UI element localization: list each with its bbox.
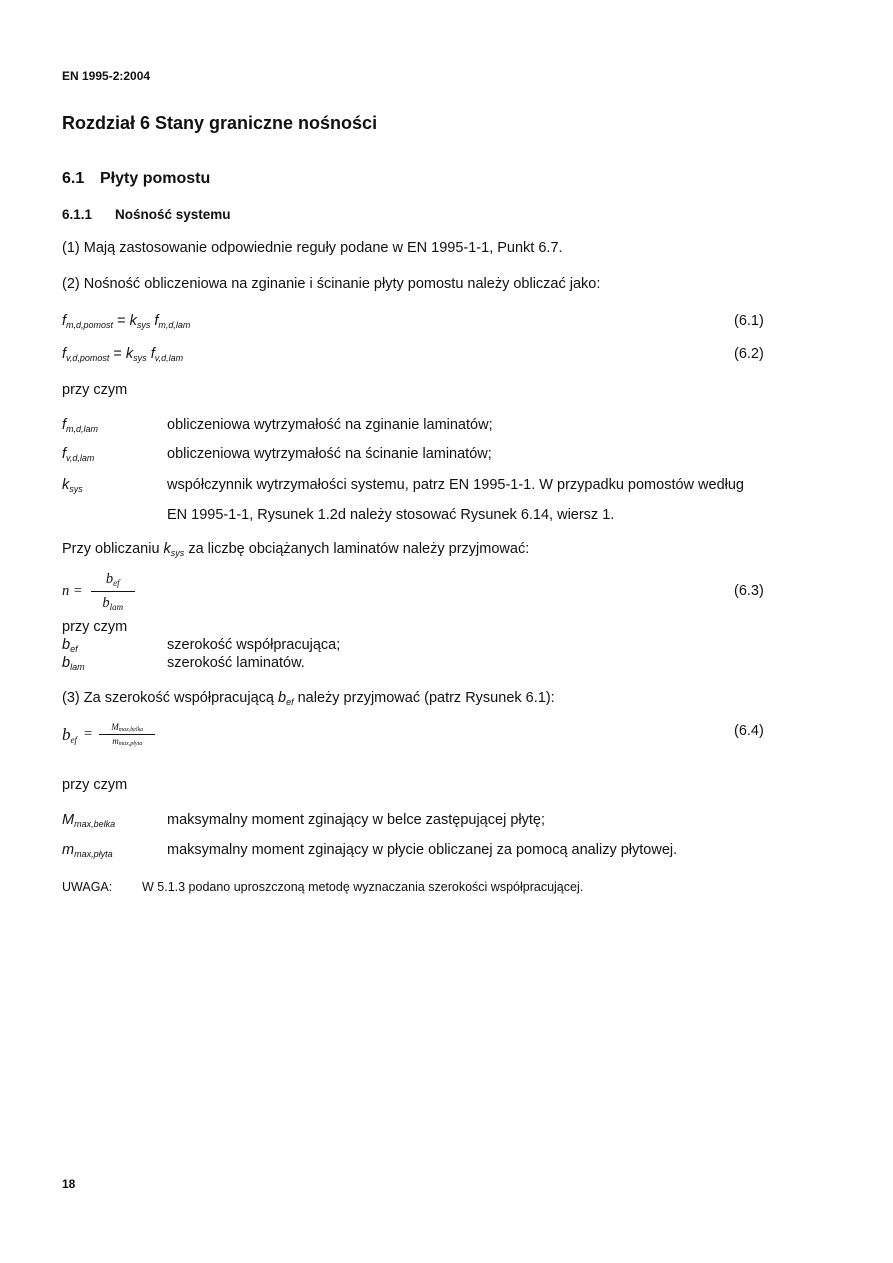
def-symbol-fvdlam: $f_{v,d,lam}$ xyxy=(62,446,95,463)
def-text-bef: szerokość współpracująca; xyxy=(167,637,341,653)
def-text-fmdlam: obliczeniowa wytrzymałość na zginanie laminatów; xyxy=(167,417,493,433)
equation-6-1: $f_{m,d,pomost} = k_{sys}$ $f_{m,d,lam}$ xyxy=(62,313,191,330)
subsection-title: Nośność systemu xyxy=(115,207,231,222)
def-symbol-mmaxplyta: $m_{max,płyta}$ xyxy=(62,842,113,859)
def-text-mmaxplyta: maksymalny moment zginający w płycie obliczanej za pomocą analizy płytowej. xyxy=(167,842,678,858)
def-symbol-ksys: $k_{sys}$ xyxy=(62,477,83,494)
equation-number-6-2: (6.2) xyxy=(734,346,764,362)
def-symbol-bef: $b_{ef}$ xyxy=(62,637,78,654)
note-text: W 5.1.3 podano uproszczoną metodę wyznaczania szerokości współpracującej. xyxy=(142,880,584,894)
fraction-bef: $\frac{M_{max,belka}}{m_{max,płyta}}$ xyxy=(99,722,155,747)
equation-number-6-3: (6.3) xyxy=(734,583,764,599)
section-heading xyxy=(62,170,210,188)
where-label-3: przy czym xyxy=(62,777,128,793)
fraction-n: $\frac{b_{ef}}{b_{lam}}$ xyxy=(91,571,135,612)
where-label-1: przy czym xyxy=(62,382,128,398)
equation-6-3: n = $\frac{b_{ef}}{b_{lam}}$ xyxy=(62,571,135,612)
def-symbol-fmdlam: $f_{m,d,lam}$ xyxy=(62,417,99,434)
paragraph-1: (1) Mają zastosowanie odpowiednie reguły podane w EN 1995-1-1, Punkt 6.7. xyxy=(62,240,563,256)
where-label-2: przy czym xyxy=(62,619,128,635)
subsection-number: 6.1.1 xyxy=(62,207,93,222)
section-title: Płyty pomostu xyxy=(100,170,211,187)
def-text-fvdlam: obliczeniowa wytrzymałość na ścinanie laminatów; xyxy=(167,446,492,462)
document-header: EN 1995-2:2004 xyxy=(62,69,151,83)
note xyxy=(62,880,583,894)
def-text-ksys-continued: EN 1995-1-1, Rysunek 1.2d należy stosować Rysunek 6.14, wiersz 1. xyxy=(167,507,615,523)
equation-number-6-1: (6.1) xyxy=(734,313,764,329)
chapter-title: Rozdział 6 Stany graniczne nośności xyxy=(62,113,378,133)
def-text-blam: szerokość laminatów. xyxy=(167,655,305,671)
subsection-heading xyxy=(62,207,231,222)
equation-number-6-4: (6.4) xyxy=(734,723,764,739)
ksys-intro: Przy obliczaniu $k_{sys}$ za liczbę obciążanych laminatów należy przyjmować: xyxy=(62,541,530,558)
equation-6-2: $f_{v,d,pomost} = k_{sys}$ $f_{v,d,lam}$ xyxy=(62,346,184,363)
def-text-ksys: współczynnik wytrzymałości systemu, patrz EN 1995-1-1. W przypadku pomostów według xyxy=(167,477,744,493)
note-label: UWAGA: xyxy=(62,880,113,894)
paragraph-3: (3) Za szerokość współpracującą $b_{ef}$ należy przyjmować (patrz Rysunek 6.1): xyxy=(62,690,555,707)
equation-6-4: $b_{ef}$ = $\frac{M_{max,belka}}{m_{max,płyta}}$ xyxy=(62,722,155,747)
page-number: 18 xyxy=(62,1177,76,1191)
paragraph-2: (2) Nośność obliczeniowa na zginanie i ścinanie płyty pomostu należy obliczać jako: xyxy=(62,276,601,292)
def-symbol-blam: $b_{lam}$ xyxy=(62,655,85,672)
section-number: 6.1 xyxy=(62,170,85,187)
def-symbol-mmaxbelka: $M_{max,belka}$ xyxy=(62,812,116,829)
def-text-mmaxbelka: maksymalny moment zginający w belce zastępującej płytę; xyxy=(167,812,545,828)
